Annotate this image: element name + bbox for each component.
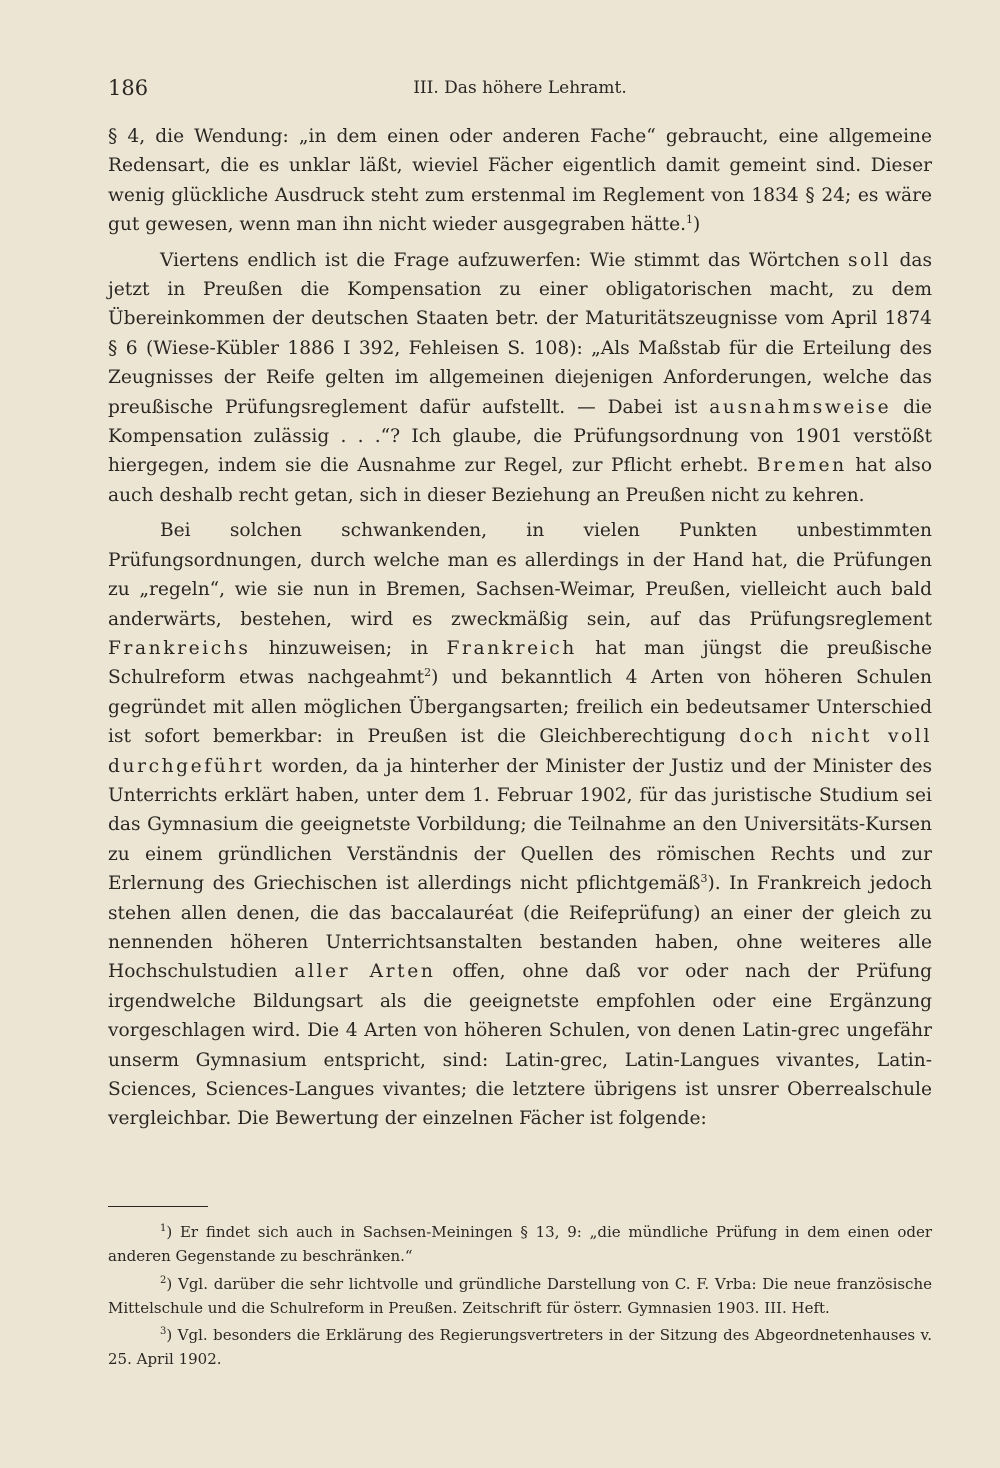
footnote-ref-1: 1 xyxy=(685,213,693,227)
running-title: III. Das höhere Lehramt. xyxy=(413,78,627,98)
footnote-mark-3: 3 xyxy=(160,1326,167,1338)
paragraph-2-text-a: Viertens endlich ist die Frage aufzuwerfen: Wie stimmt das Wörtchen xyxy=(160,249,849,271)
footnote-3 xyxy=(108,1323,932,1372)
footnote-divider xyxy=(108,1206,208,1207)
paragraph-1 xyxy=(108,122,932,240)
footnote-mark-1: 1 xyxy=(160,1223,167,1234)
emphasis-bremen: Bremen xyxy=(756,455,847,477)
paragraph-1-text: § 4, die Wendung: „in dem einen oder anderen Fache“ gebraucht, eine allgemeine Redensart, die es unklar läßt, wieviel Fächer eigentlich damit gemeint sind. Dieser wenig glückliche Ausdruck steht zum erstenmal im Reglement von 1834 § 24; es wäre gut gewesen, wenn man ihn nicht wieder ausgegraben hätte. xyxy=(108,126,932,236)
footnote-3-text: ) Vgl. besonders die Erklärung des Regierungsvertreters in der Sitzung des Abgeordnetenhauses v. 25. April 1902. xyxy=(108,1326,932,1369)
paragraph-3-text-e: worden, da ja hinterher der Minister der Justiz und der Minister des Unterrichts erklärt haben, unter dem 1. Februar 1902, für das juristische Studium sei das Gymnasium die geeignetste Vorbildung; die Teilnahme an den Universitäts-Kursen zu einem gründlichen Verständnis der Quellen des römischen Rechts und zur Erlernung des Griechischen ist allerdings nicht pflichtgemäß xyxy=(108,755,932,895)
footnote-mark-2: 2 xyxy=(160,1274,167,1286)
footnote-1 xyxy=(108,1220,932,1269)
emphasis-soll: soll xyxy=(848,249,892,271)
emphasis-ausnahmsweise: ausnahmsweise xyxy=(709,396,892,418)
footnote-ref-2: 2 xyxy=(424,666,432,680)
paragraph-2-text-c: die Kompensation zulässig . . .“? Ich glaube, die Prüfungsordnung von 1901 verstößt hiergegen, indem sie die Ausnahme zur Regel, zur Pflicht erhebt. xyxy=(108,396,933,477)
emphasis-frankreich: Frankreich xyxy=(446,637,577,659)
paragraph-3-text-d: ) und bekanntlich 4 Arten von höheren Schulen gegründet mit allen möglichen Übergangsarten; freilich ein bedeutsamer Unterschied ist sofort bemerkbar: in Preußen ist die Gleichberechtigung xyxy=(108,667,932,748)
page-number: 186 xyxy=(108,76,149,100)
emphasis-aller-arten: aller Arten xyxy=(294,961,436,983)
paragraph-3 xyxy=(108,516,932,1134)
body-text xyxy=(108,122,932,1134)
paragraph-3-text-b: hinzuweisen; in xyxy=(250,637,447,659)
paragraph-3-text-f: ). In Frankreich jedoch stehen allen denen, die das baccalauréat (die Reifeprüfung) an einer der gleich zu nennenden höheren Unterrichtsanstalten bestanden haben, ohne weiteres alle Hochschulstudien xyxy=(108,873,932,983)
paragraph-2 xyxy=(108,246,932,511)
footnotes xyxy=(108,1220,932,1372)
paragraph-3-text-a: Bei solchen schwankenden, in vielen Punkten unbestimmten Prüfungsordnungen, durch welche man es allerdings in der Hand hat, die Prüfungen zu „regeln“, wie sie nun in Bremen, Sachsen-Weimar, Preußen, vielleicht auch bald anderwärts, bestehen, wird es zweckmäßig sein, auf das Prüfungsreglement xyxy=(108,520,932,630)
paragraph-2-text-d: hat also auch deshalb recht getan, sich in dieser Beziehung an Preußen nicht zu kehren. xyxy=(108,455,933,506)
paragraph-3-text-c: hat man jüngst die preußische Schulreform etwas nachgeahmt xyxy=(108,637,932,689)
footnote-2 xyxy=(108,1272,932,1321)
emphasis-doch-nicht: doch nicht voll durchgeführt xyxy=(108,726,932,777)
footnote-ref-1-close: ) xyxy=(692,214,701,236)
paragraph-2-text-b: das jetzt in Preußen die Kompensation zu einer obligatorischen macht, zu dem Übereinkommen der deutschen Staaten betr. der Maturitätszeugnisse vom April 1874 § 6 (Wiese-Kübler 1886 I 392, Fehleisen S. 108): „Als Maßstab für die Erteilung des Zeugnisses der Reife gelten im allgemeinen diejenigen Anforderungen, welche das preußische Prüfungsreglement dafür aufstellt. — Dabei ist xyxy=(108,249,932,418)
emphasis-frankreichs: Frankreichs xyxy=(108,637,251,659)
page-header xyxy=(108,76,932,106)
footnote-2-text: ) Vgl. darüber die sehr lichtvolle und gründliche Darstellung von C. F. Vrba: Die neue französische Mittelschule und die Schulreform in Preußen. Zeitschrift für österr. Gymnasien 1903. III. Heft. xyxy=(108,1274,932,1317)
footnote-ref-3: 3 xyxy=(700,871,708,885)
paragraph-3-text-g: offen, ohne daß vor oder nach der Prüfung irgendwelche Bildungsart als die geeignetste empfohlen oder eine Ergänzung vorgeschlagen wird. Die 4 Arten von höheren Schulen, von denen Latin-grec ungefähr unserm Gymnasium entspricht, sind: Latin-grec, Latin-Langues vivantes, Latin-Sciences, Sciences-Langues vivantes; die letztere übrigens ist unsrer Oberrealschule vergleichbar. Die Bewertung der einzelnen Fächer ist folgende: xyxy=(108,961,932,1130)
footnote-1-text: ) Er findet sich auch in Sachsen-Meiningen § 13, 9: „die mündliche Prüfung in dem einen oder anderen Gegenstande zu beschränken.“ xyxy=(108,1223,932,1266)
